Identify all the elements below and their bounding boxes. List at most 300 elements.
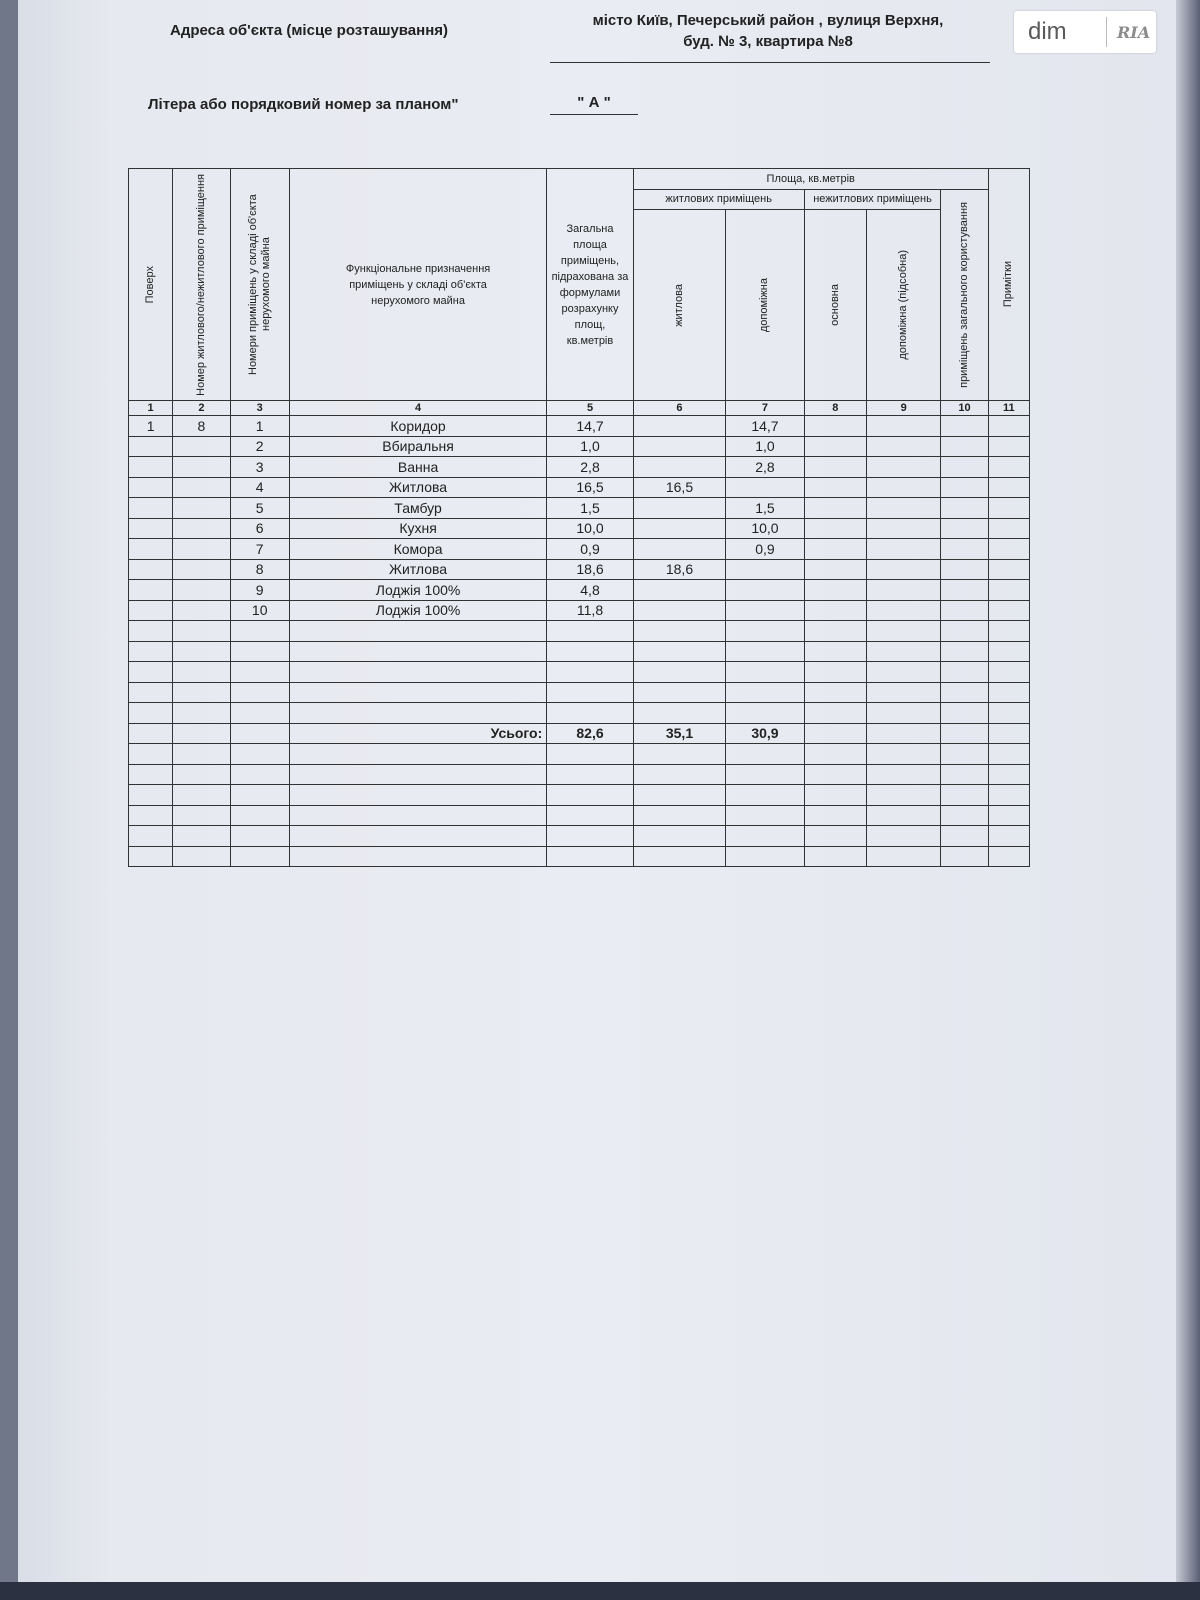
header-auxiliary: допоміжна [726, 210, 804, 401]
address-label: Адреса об'єкта (місце розташування) [170, 22, 449, 39]
table-cell: 3 [230, 457, 289, 478]
table-cell [726, 785, 804, 806]
table-cell [173, 744, 230, 765]
address-underline [550, 62, 990, 63]
table-cell [633, 580, 726, 601]
table-cell [988, 641, 1029, 662]
table-row [129, 436, 1030, 457]
table-cell [173, 785, 230, 806]
table-cell: Комора [289, 539, 546, 560]
table-cell [941, 559, 988, 580]
table-cell [173, 498, 230, 519]
table-cell [547, 703, 633, 724]
table-cell [230, 764, 289, 785]
dimria-logo[interactable] [1014, 11, 1156, 53]
table-cell [804, 785, 866, 806]
table-cell [867, 477, 941, 498]
table-row [129, 518, 1030, 539]
table-cell [867, 457, 941, 478]
table-cell: 1,0 [726, 436, 804, 457]
table-cell: 5 [230, 498, 289, 519]
table-cell [804, 457, 866, 478]
table-cell [726, 744, 804, 765]
table-cell [867, 682, 941, 703]
table-cell [867, 559, 941, 580]
table-cell [633, 416, 726, 437]
table-cell [941, 621, 988, 642]
table-cell: 14,7 [547, 416, 633, 437]
table-cell [173, 826, 230, 847]
table-cell [173, 539, 230, 560]
table-cell [129, 518, 173, 539]
table-cell: Коридор [289, 416, 546, 437]
table-cell [988, 662, 1029, 683]
table-cell [988, 518, 1029, 539]
table-cell [633, 682, 726, 703]
table-cell [633, 436, 726, 457]
table-cell [941, 662, 988, 683]
table-cell [129, 846, 173, 867]
table-cell: 2,8 [547, 457, 633, 478]
table-cell [867, 826, 941, 847]
page-edge-shadow [1176, 0, 1200, 1600]
table-cell [129, 682, 173, 703]
table-cell [804, 764, 866, 785]
table-row [129, 744, 1030, 765]
table-cell [173, 805, 230, 826]
table-cell [988, 682, 1029, 703]
table-cell: 11,8 [547, 600, 633, 621]
table-cell [988, 785, 1029, 806]
table-cell [941, 682, 988, 703]
table-cell: 16,5 [633, 477, 726, 498]
header-unit-number: Номер житлового/нежитлового приміщення [173, 169, 230, 401]
column-number-cell: 3 [230, 401, 289, 416]
table-cell [941, 703, 988, 724]
table-row [129, 539, 1030, 560]
litera-value: " А " [577, 94, 611, 111]
table-cell: Тамбур [289, 498, 546, 519]
table-cell [633, 662, 726, 683]
column-number-cell: 4 [289, 401, 546, 416]
table-cell [230, 703, 289, 724]
header-area-group: Площа, кв.метрів [633, 169, 988, 190]
table-cell [129, 805, 173, 826]
table-cell [941, 518, 988, 539]
table-cell [633, 846, 726, 867]
table-cell [289, 641, 546, 662]
table-cell: 1,5 [547, 498, 633, 519]
table-cell [867, 600, 941, 621]
table-cell [804, 518, 866, 539]
table-cell [804, 641, 866, 662]
table-row [129, 457, 1030, 478]
table-cell [941, 826, 988, 847]
table-row [129, 703, 1030, 724]
logo-dim-text: dim [1028, 18, 1067, 45]
table-cell: 7 [230, 539, 289, 560]
table-cell [941, 641, 988, 662]
table-cell [867, 416, 941, 437]
table-cell: 18,6 [633, 559, 726, 580]
table-cell [547, 826, 633, 847]
table-cell [173, 518, 230, 539]
table-cell [804, 682, 866, 703]
table-cell [633, 785, 726, 806]
table-cell [230, 662, 289, 683]
table-cell [867, 518, 941, 539]
table-cell [804, 600, 866, 621]
table-tail [129, 744, 1030, 867]
header-room-number: Номери приміщень у складі об'єкта нерухомого майна [230, 169, 289, 401]
rooms-table [128, 168, 1030, 867]
column-number-cell: 2 [173, 401, 230, 416]
table-cell: 10,0 [726, 518, 804, 539]
table-cell: 6 [230, 518, 289, 539]
table-cell [129, 477, 173, 498]
background-strip [0, 1582, 1200, 1600]
table-cell [941, 498, 988, 519]
table-cell [804, 662, 866, 683]
table-cell [289, 621, 546, 642]
table-cell [129, 641, 173, 662]
table-cell [633, 600, 726, 621]
table-cell [129, 662, 173, 683]
table-cell: 1,0 [547, 436, 633, 457]
table-cell: 0,9 [726, 539, 804, 560]
table-cell [633, 744, 726, 765]
table-cell [941, 477, 988, 498]
header-floor: Поверх [129, 169, 173, 401]
table-cell [289, 703, 546, 724]
table-cell [633, 518, 726, 539]
table-cell [173, 662, 230, 683]
table-cell [129, 703, 173, 724]
table-cell: 10 [230, 600, 289, 621]
address-line-2: буд. № 3, квартира №8 [683, 33, 853, 50]
table-cell: 1 [230, 416, 289, 437]
table-cell [173, 580, 230, 601]
table-cell [547, 621, 633, 642]
table-cell [129, 457, 173, 478]
table-cell [988, 436, 1029, 457]
table-cell [173, 703, 230, 724]
table-cell [804, 416, 866, 437]
table-cell [173, 559, 230, 580]
table-cell [173, 621, 230, 642]
table-cell [230, 785, 289, 806]
table-cell [633, 641, 726, 662]
table-cell [173, 641, 230, 662]
table-cell: 8 [230, 559, 289, 580]
table-cell [230, 805, 289, 826]
table-cell: 10,0 [547, 518, 633, 539]
table-cell [633, 498, 726, 519]
table-cell [173, 682, 230, 703]
table-cell [988, 846, 1029, 867]
table-cell [289, 846, 546, 867]
table-cell [941, 416, 988, 437]
table-cell: 4,8 [547, 580, 633, 601]
column-number-cell: 10 [941, 401, 988, 416]
table-cell [804, 621, 866, 642]
table-row [129, 846, 1030, 867]
total-area-value: 82,6 [547, 723, 633, 744]
table-cell: 2 [230, 436, 289, 457]
table-cell: 16,5 [547, 477, 633, 498]
table-body [129, 416, 1030, 724]
table-row [129, 621, 1030, 642]
table-cell [941, 805, 988, 826]
table-cell [988, 826, 1029, 847]
table-cell [230, 846, 289, 867]
table-cell [867, 539, 941, 560]
table-cell [867, 580, 941, 601]
table-cell [988, 559, 1029, 580]
table-cell [173, 436, 230, 457]
header-row-1 [129, 169, 1030, 190]
table-cell [804, 805, 866, 826]
table-cell [804, 580, 866, 601]
table-row [129, 416, 1030, 437]
table-cell [289, 826, 546, 847]
header-nonresidential-group: нежитлових приміщень [804, 189, 941, 210]
table-row [129, 805, 1030, 826]
table-cell [547, 682, 633, 703]
table-cell [988, 498, 1029, 519]
table-cell [867, 498, 941, 519]
table-cell [173, 846, 230, 867]
table-cell: 1 [129, 416, 173, 437]
table-cell [230, 744, 289, 765]
table-cell [633, 457, 726, 478]
table-cell [988, 805, 1029, 826]
table-cell [988, 600, 1029, 621]
table-cell [941, 436, 988, 457]
header-common-use: приміщень загального користування [941, 189, 988, 401]
table-cell [867, 785, 941, 806]
table-cell: Кухня [289, 518, 546, 539]
header-aux-subsidiary: допоміжна (підсобна) [867, 210, 941, 401]
table-cell [941, 723, 988, 744]
header-total-area: Загальна площа приміщень, підрахована за формулами розрахунку площ, кв.метрів [547, 169, 633, 401]
column-number-cell: 11 [988, 401, 1029, 416]
table-cell [941, 539, 988, 560]
table-cell [941, 744, 988, 765]
table-cell [804, 826, 866, 847]
table-cell [804, 436, 866, 457]
table-cell [129, 723, 173, 744]
table-cell: Житлова [289, 477, 546, 498]
table-cell [173, 723, 230, 744]
column-number-cell: 1 [129, 401, 173, 416]
table-cell [129, 559, 173, 580]
table-cell [230, 682, 289, 703]
table-cell [726, 805, 804, 826]
header-main: основна [804, 210, 866, 401]
table-cell [941, 764, 988, 785]
table-cell [804, 846, 866, 867]
table-cell [289, 682, 546, 703]
table-row [129, 764, 1030, 785]
table-cell [726, 621, 804, 642]
table-cell [547, 805, 633, 826]
column-number-cell: 6 [633, 401, 726, 416]
total-row [129, 723, 1030, 744]
table-cell [726, 826, 804, 847]
table-cell [804, 477, 866, 498]
table-cell [726, 477, 804, 498]
table-cell [941, 785, 988, 806]
address-line-1: місто Київ, Печерський район , вулиця Верхня, [592, 12, 944, 29]
table-cell: Вбиральня [289, 436, 546, 457]
table-cell [988, 477, 1029, 498]
total-auxiliary-value: 30,9 [726, 723, 804, 744]
table-cell [547, 785, 633, 806]
table-cell [289, 662, 546, 683]
table-cell [129, 785, 173, 806]
table-row [129, 580, 1030, 601]
litera-underline [550, 114, 638, 115]
table-cell [988, 539, 1029, 560]
table-cell: 4 [230, 477, 289, 498]
table-cell [633, 826, 726, 847]
column-number-row [129, 401, 1030, 416]
header-living: житлова [633, 210, 726, 401]
total-living-value: 35,1 [633, 723, 726, 744]
table-cell [173, 457, 230, 478]
table-cell [988, 764, 1029, 785]
table-cell [804, 539, 866, 560]
table-cell [129, 580, 173, 601]
table-cell [547, 764, 633, 785]
table-cell [230, 641, 289, 662]
table-cell: 14,7 [726, 416, 804, 437]
table-cell [941, 600, 988, 621]
table-cell [867, 723, 941, 744]
table-row [129, 662, 1030, 683]
table-cell [633, 621, 726, 642]
table-cell [867, 662, 941, 683]
table-cell: 18,6 [547, 559, 633, 580]
table-cell: Житлова [289, 559, 546, 580]
table-cell [726, 682, 804, 703]
table-cell [726, 559, 804, 580]
column-number-cell: 7 [726, 401, 804, 416]
table-cell [867, 436, 941, 457]
table-cell [129, 436, 173, 457]
table-cell [633, 539, 726, 560]
table-cell [129, 826, 173, 847]
table-row [129, 477, 1030, 498]
table-cell [804, 703, 866, 724]
table-cell [988, 457, 1029, 478]
table-row [129, 498, 1030, 519]
table-cell [230, 826, 289, 847]
table-cell [988, 416, 1029, 437]
table-row [129, 641, 1030, 662]
table-cell [988, 723, 1029, 744]
table-cell [988, 621, 1029, 642]
table-cell [941, 580, 988, 601]
table-cell: 0,9 [547, 539, 633, 560]
header-residential-group: житлових приміщень [633, 189, 804, 210]
table-cell [867, 621, 941, 642]
table-cell [726, 846, 804, 867]
table-cell [547, 662, 633, 683]
table-cell [173, 600, 230, 621]
table-cell [633, 805, 726, 826]
table-cell: 1,5 [726, 498, 804, 519]
table-cell [289, 805, 546, 826]
table-cell: 9 [230, 580, 289, 601]
table-cell [129, 600, 173, 621]
table-cell [129, 621, 173, 642]
table-cell [547, 744, 633, 765]
table-cell [941, 457, 988, 478]
table-cell [726, 580, 804, 601]
table-cell [230, 723, 289, 744]
table-cell: Лоджія 100% [289, 580, 546, 601]
table-cell [726, 662, 804, 683]
table-cell [633, 703, 726, 724]
table-cell: 2,8 [726, 457, 804, 478]
table-cell [289, 744, 546, 765]
table-cell [867, 764, 941, 785]
table-cell [804, 559, 866, 580]
table-cell [726, 641, 804, 662]
table-cell [726, 600, 804, 621]
table-cell [804, 723, 866, 744]
table-cell [726, 764, 804, 785]
table-cell [289, 764, 546, 785]
table-cell [633, 764, 726, 785]
table-cell: 8 [173, 416, 230, 437]
table-cell [726, 703, 804, 724]
table-row [129, 682, 1030, 703]
table-cell [867, 641, 941, 662]
logo-ria-text: RIA [1117, 22, 1151, 42]
total-label: Усього: [289, 723, 546, 744]
header-purpose: Функціональне призначення приміщень у складі об'єкта нерухомого майна [289, 169, 546, 401]
column-number-cell: 9 [867, 401, 941, 416]
table-cell [867, 846, 941, 867]
table-cell [129, 764, 173, 785]
table-row [129, 826, 1030, 847]
table-cell: Лоджія 100% [289, 600, 546, 621]
table-cell [867, 805, 941, 826]
table-cell [547, 641, 633, 662]
litera-label: Літера або порядковий номер за планом" [148, 96, 459, 113]
table-cell [129, 498, 173, 519]
table-cell [941, 846, 988, 867]
table-row [129, 600, 1030, 621]
table-row [129, 559, 1030, 580]
table-cell [804, 498, 866, 519]
table-cell [988, 703, 1029, 724]
table-cell [867, 703, 941, 724]
table-cell [988, 580, 1029, 601]
table-cell [804, 744, 866, 765]
column-number-cell: 5 [547, 401, 633, 416]
table-cell [547, 846, 633, 867]
table-cell [129, 539, 173, 560]
table-cell [867, 744, 941, 765]
column-number-cell: 8 [804, 401, 866, 416]
table-row [129, 785, 1030, 806]
table-cell [988, 744, 1029, 765]
table-cell [173, 764, 230, 785]
